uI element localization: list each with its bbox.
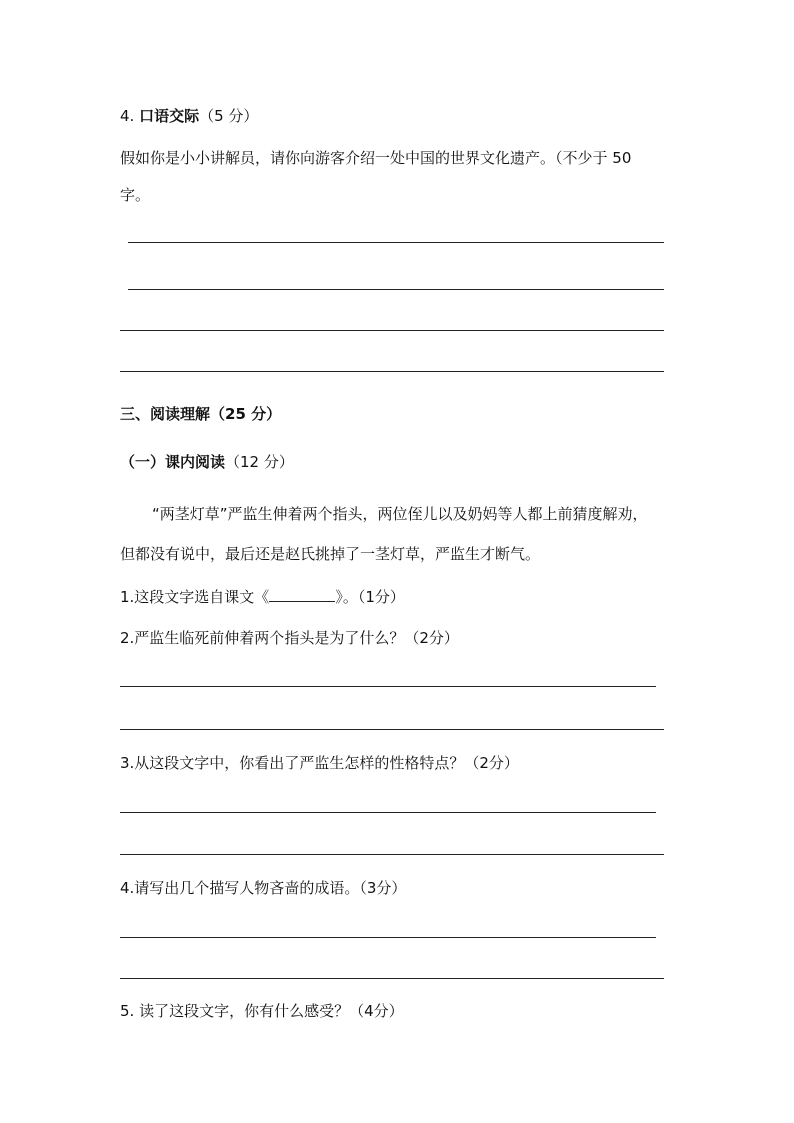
passage-line-2: 但都没有说中，最后还是赵氏挑掉了一茎灯草，严监生才断气。	[120, 545, 541, 563]
q4-answer-line-3[interactable]	[120, 330, 664, 331]
q4-answer-line-4[interactable]	[120, 371, 664, 372]
q4-heading-score: （5 分）	[199, 107, 259, 125]
question-5: 5. 读了这段文字，你有什么感受？（4分）	[120, 1002, 404, 1020]
q4-prompt-line1: 假如你是小小讲解员，请你向游客介绍一处中国的世界文化遗产。（不少于 50	[120, 149, 632, 167]
subsection-score: （12 分）	[225, 453, 294, 471]
q2-answer-line-2[interactable]	[120, 729, 664, 730]
q3-answer-line-1[interactable]	[120, 812, 656, 813]
q3-answer-line-2[interactable]	[120, 854, 664, 855]
q4r-answer-line-2[interactable]	[120, 978, 664, 979]
q4-heading-number: 4.	[120, 107, 135, 125]
question-3: 3.从这段文字中，你看出了严监生怎样的性格特点？（2分）	[120, 754, 519, 772]
q4-answer-line-2[interactable]	[128, 289, 664, 290]
question-1-prefix: 1.这段文字选自课文《	[120, 588, 270, 606]
section3-title: 三、阅读理解（25 分）	[120, 405, 282, 423]
q2-answer-line-1[interactable]	[120, 686, 656, 687]
question-1-blank[interactable]	[269, 587, 335, 602]
question-1	[120, 587, 405, 607]
question-1-suffix: 》。（1分）	[335, 588, 405, 606]
subsection-title-bold: （一）课内阅读	[120, 453, 226, 471]
subsection-title	[120, 452, 294, 472]
passage-line-1: “两茎灯草”严监生伸着两个指头，两位侄儿以及奶妈等人都上前猜度解劝，	[152, 505, 648, 523]
question-2: 2.严监生临死前伸着两个指头是为了什么？（2分）	[120, 629, 459, 647]
q4-prompt-line2: 字。	[120, 186, 151, 204]
q4-heading-title: 口语交际	[139, 107, 200, 125]
question-4: 4.请写出几个描写人物吝啬的成语。（3分）	[120, 879, 407, 897]
q4r-answer-line-1[interactable]	[120, 937, 656, 938]
q4-heading	[120, 106, 258, 126]
q4-answer-line-1[interactable]	[128, 242, 664, 243]
